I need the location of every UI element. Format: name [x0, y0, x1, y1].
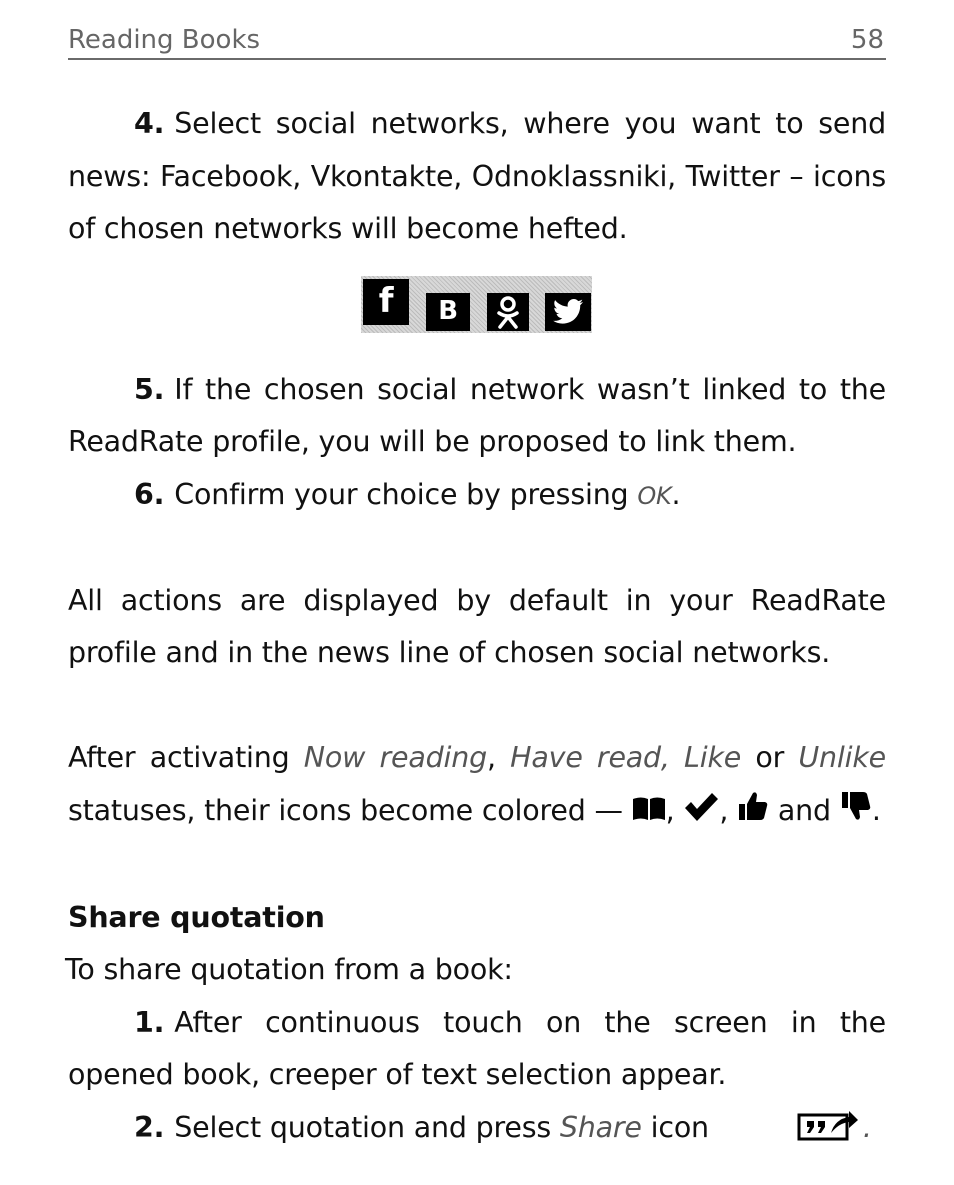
step-4: [68, 98, 886, 256]
spacer: [68, 680, 886, 733]
page-number: 58: [850, 25, 884, 55]
share-intro: To share quotation from a book:: [65, 953, 513, 986]
facebook-glyph: f: [378, 281, 394, 322]
now-reading-label: Now reading: [303, 741, 488, 774]
share-step-1: [68, 997, 886, 1102]
step-number: 2.: [134, 1110, 165, 1144]
text: icon: [641, 1110, 709, 1144]
step-text: After continuous touch on the screen in the opened book, creeper of text selection appear.: [68, 1005, 886, 1091]
checkmark-icon: [683, 787, 719, 840]
thumbs-down-icon: [840, 787, 872, 840]
facebook-icon: [363, 279, 409, 325]
twitter-icon: [545, 293, 591, 331]
step-5: [68, 364, 886, 469]
spacer: [68, 839, 886, 892]
step-end: .: [862, 1110, 872, 1144]
have-read-like-label: Have read, Like: [510, 741, 742, 774]
step-number: 4.: [134, 107, 165, 140]
ok-label: OK: [637, 481, 672, 510]
step-6: [68, 469, 886, 523]
text: and: [769, 793, 840, 827]
actions-paragraph: All actions are displayed by default in your ReadRate profile and in the news line of chosen social networks.: [68, 583, 886, 669]
text: ,: [719, 793, 738, 827]
share-step-2: [68, 1102, 886, 1161]
step-end: .: [671, 477, 681, 511]
odnoklassniki-icon: [487, 293, 529, 331]
vkontakte-glyph: B: [438, 296, 458, 327]
running-title: Reading Books: [68, 25, 261, 55]
social-icons-strip: [361, 276, 592, 333]
text: ,: [487, 741, 511, 774]
book-icon: [632, 787, 666, 840]
share-quote-icon: [731, 1107, 859, 1161]
step-text: Confirm your choice by pressing: [174, 477, 638, 511]
thumbs-up-icon: [737, 787, 769, 840]
step-number: 1.: [134, 1005, 165, 1039]
step-text: If the chosen social network wasn’t linked to the ReadRate profile, you will be proposed to link them.: [68, 372, 886, 458]
statuses-paragraph: [68, 732, 886, 839]
step-text: Select quotation and press: [174, 1110, 560, 1144]
page-content: [65, 98, 886, 1160]
share-label: Share: [559, 1110, 642, 1144]
vkontakte-icon: [426, 293, 470, 331]
step-text: Select social networks, where you want to send news: Facebook, Vkontakte, Odnoklassniki, Twitter – icons of chosen networks will become hefted.: [68, 107, 886, 245]
text: or: [741, 741, 799, 774]
text: statuses, their icons become colored —: [68, 793, 632, 827]
text: .: [871, 793, 881, 827]
step-number: 5.: [134, 372, 165, 406]
text: After activating: [68, 741, 304, 774]
social-icons-figure: [68, 256, 886, 364]
text: ,: [665, 793, 684, 827]
odnoklassniki-glyph: [493, 295, 523, 329]
twitter-glyph: [552, 299, 584, 325]
page-header: [68, 22, 886, 60]
step-number: 6.: [134, 477, 165, 511]
spacer: [68, 522, 886, 575]
unlike-label: Unlike: [798, 741, 886, 774]
section-heading: Share quotation: [68, 900, 325, 934]
